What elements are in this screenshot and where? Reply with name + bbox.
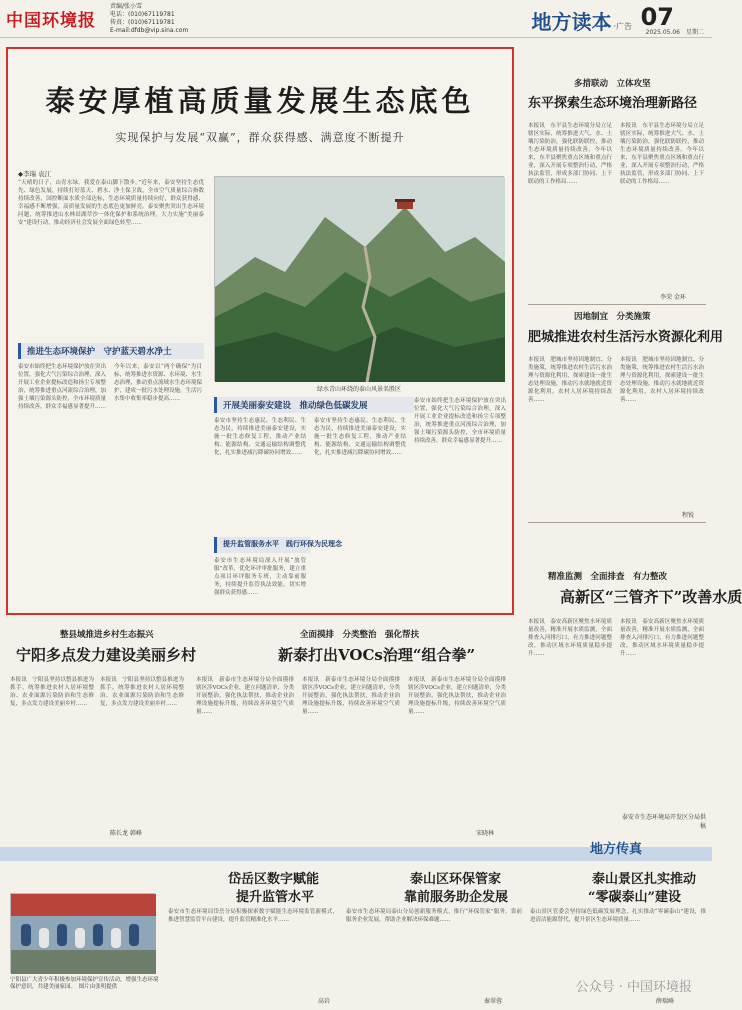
newspaper-logo: 中国环境报 [6,11,96,31]
main-byline: ◆李瑞 袁江 [18,170,52,178]
main-story-box [6,47,514,615]
column-3b-text: 泰安市坚持生态惠民、生态利民、生态为民，持续推进美丽泰安建设，实施一批生态修复工程，推动产业结构、能源结构、交通运输结构调整优化，扎实推进减污降碳协同增效…… [314,418,406,456]
column-2-text: 今年以来，泰安以“两个确保”为目标，统筹推进水资源、水环境、水生态治理，推动重点流域水生态环境保护，建成一批污水处理设施，生活污水集中收集率稳步提高…… [114,364,203,402]
editor-info [110,3,188,35]
photo-caption: 绿水青山环绕的泰山风景名胜区 [316,386,401,393]
page-number: 07 [640,3,674,31]
story-r2-headline: 肥城推进农村生活污水资源化利用 [528,330,724,345]
story-b1-headline: 宁阳多点发力建设美丽乡村 [16,646,197,664]
short-3-headline-2: “零碳泰山”建设 [588,890,681,905]
short-3-author: 薛瑞峰 [656,998,675,1005]
divider [528,522,706,523]
short-2-headline-1: 泰山区环保管家 [410,872,502,887]
email-line: E-mail:dfdb@vip.sina.com [110,27,189,34]
subhead-protection: 推进生态环境保护 守护蓝天碧水净土 [18,343,204,359]
story-r1-headline: 东平探索生态环境治理新路径 [528,96,698,111]
subhead-service: 提升监管服务水平 践行环保为民理念 [214,537,310,553]
short-1-headline-1: 岱岳区数字赋能 [228,872,320,887]
story-b1-author: 陈长龙 韩峰 [110,830,142,837]
story-b2-body-3: 本报讯 新泰市生态环境分局全面摸排辖区涉VOCs企业，建立问题清单，分类开展整治，强化执法帮扶，推动企业治理设施提标升级，持续改善环境空气质量…… [408,677,506,715]
story-r3-headline: 高新区“三管齐下”改善水质 [560,588,742,606]
section-suffix: ·广告 [613,22,632,31]
story-r3-author: 泰安市生态环境局开发区分局供稿 [621,814,706,830]
story-b2-kicker: 全面摸排 分类整治 强化帮扶 [300,630,420,640]
story-r1-body: 本报讯 东平县生态环境分局立足辖区实际，统筹推进大气、水、土壤污染防治，强化联防联控，推动生态环境质量持续改善。今年以来，东平县聚焦重点区域和重点行业，深入开展专项整治行动，严格执法监管，形成多部门协同、上下联动的工作格局…… [528,123,612,185]
story-r3-kicker: 精准监测 全面排查 有力整改 [548,572,668,582]
short-1-body: 泰安市生态环境局岱岳分局积极探索数字赋能生态环境监管新模式，推进智慧监管平台建设，提升监管精准化水平…… [168,909,338,923]
short-1-author: 高岩 [318,998,331,1005]
short-2-body: 泰安市生态环境局泰山分局创新服务模式，推行“环保管家”服务，靠前服务企业发展，帮助企业解决环保难题…… [346,909,522,923]
masthead [0,0,712,38]
story-b2-author: 宋晓林 [476,830,495,837]
short-1-headline-2: 提升监管水平 [236,890,315,905]
main-subheadline: 实现保护与发展“双赢”，群众获得感、满意度不断提升 [115,131,405,144]
mountain-illustration [215,177,505,382]
youth-photo-caption: 宁阳县广大青少年积极参加环境保护宣传活动，增强生态环境保护意识，共建美丽家园。 图片由张明提供 [10,977,159,990]
column-3c-text: 泰安市始终把生态环境保护放在突出位置，强化大气污染综合治理，深入开展工业企业提标改造和扬尘专项整治，统筹推进重点河流综合治理，加强土壤污染源头防控，全市环境质量持续改善，群众幸福感显著提升…… [414,398,506,444]
story-b1-body: 本报讯 宁阳县坚持以整县推进为抓手，统筹推进农村人居环境整治、农业面源污染防治和生态修复，多点发力建设美丽乡村…… [10,677,94,707]
story-b2-body-2: 本报讯 新泰市生态环境分局全面摸排辖区涉VOCs企业，建立问题清单，分类开展整治，强化执法帮扶，推动企业治理设施提标升级，持续改善环境空气质量…… [302,677,400,715]
section-title [531,6,632,35]
youth-activity-photo [10,893,155,973]
column-3-text: 泰安市坚持生态惠民、生态利民、生态为民，持续推进美丽泰安建设，实施一批生态修复工程，推动产业结构、能源结构、交通运输结构调整优化，扎实推进减污降碳协同增效…… [214,418,306,456]
story-r1-body-2: 本报讯 东平县生态环境分局立足辖区实际，统筹推进大气、水、土壤污染防治，强化联防联控，推动生态环境质量持续改善。今年以来，东平县聚焦重点区域和重点行业，深入开展专项整治行动，严格执法监管，形成多部门协同、上下联动的工作格局…… [620,123,704,185]
short-3-body: 泰山景区管委会坚持绿色低碳发展理念，扎实推动“零碳泰山”建设，推进清洁能源替代，提升景区生态环境质量…… [530,909,706,923]
story-r1-kicker: 多措联动 立体攻坚 [574,79,651,89]
story-b1-body-2: 本报讯 宁阳县坚持以整县推进为抓手，统筹推进农村人居环境整治、农业面源污染防治和生态修复，多点发力建设美丽乡村…… [100,677,184,707]
fax-line: 传真：(010)67119781 [110,19,175,26]
column-1-text: 泰安市始终把生态环境保护放在突出位置，强化大气污染综合治理，深入开展工业企业提标改造和扬尘专项整治，统筹推进重点河流综合治理，加强土壤污染源头防控，全市环境质量持续改善，群众幸福感显著提升…… [18,364,107,410]
story-r2-author: 程锐 [682,512,695,519]
divider [528,304,706,305]
mountain-photo [214,176,504,381]
story-r3-body: 本报讯 泰安高新区聚焦水环境质量改善，精准开展水质监测，全面排查入河排污口，有力推进问题整改，推动区域水环境质量稳步提升…… [528,619,612,657]
issue-date: 2025.05.06 星期二 [645,29,704,36]
main-headline: 泰安厚植高质量发展生态底色 [45,84,475,118]
story-r2-kicker: 因地制宜 分类施策 [574,312,651,322]
story-r2-body-2: 本报讯 肥城市坚持因地制宜、分类施策，统筹推进农村生活污水治理与资源化利用，探索建设一批生态处理设施，推动污水就地就近资源化利用，农村人居环境持续改善…… [620,357,704,403]
editor-line: 责编/张小雪 [110,3,143,10]
subhead-beautiful-taian: 开展美丽泰安建设 推动绿色低碳发展 [214,397,414,413]
story-r2-body: 本报讯 肥城市坚持因地制宜、分类施策，统筹推进农村生活污水治理与资源化利用，探索建设一批生态处理设施，推动污水就地就近资源化利用，农村人居环境持续改善…… [528,357,612,403]
main-lead-text: “天晴的日子，山青水绿，我爱在泰山脚下散步。”近年来，泰安坚持生态优先、绿色发展，持续打好蓝天、碧水、净土保卫战，全市空气质量综合指数持续改善，国控断面水质全部达标，生态环境质量持续向好，群众获得感、幸福感不断增强，高质量发展的生态底色更加鲜亮。泰安聚焦突出生态环境问题，统筹推进山水林田湖草沙一体化保护和系统治理，大力实施“美丽泰安”建设行动，推动经济社会发展全面绿色转型…… [18,180,204,226]
story-b1-kicker: 整县域推进乡村生态振兴 [60,630,154,640]
regional-band-title: 地方传真 [589,842,642,857]
story-b2-body: 本报讯 新泰市生态环境分局全面摸排辖区涉VOCs企业，建立问题清单，分类开展整治，强化执法帮扶，推动企业治理设施提标升级，持续改善环境空气质量…… [196,677,294,715]
activity-illustration [11,894,156,974]
short-2-author: 秦翠蓉 [484,998,503,1005]
section-name: 地方读本 [531,10,612,34]
phone-line: 电话：(010)67119781 [110,11,175,18]
story-r3-body-2: 本报讯 泰安高新区聚焦水环境质量改善，精准开展水质监测，全面排查入河排污口，有力推进问题整改，推动区域水环境质量稳步提升…… [620,619,704,657]
watermark-text: 公众号 · 中国环境报 [575,980,692,995]
story-b2-headline: 新泰打出VOCs治理“组合拳” [278,646,476,664]
short-3-headline-1: 泰山景区扎实推动 [592,872,697,887]
short-2-headline-2: 靠前服务助企发展 [404,890,509,905]
story-r1-author: 李荣 金环 [660,294,686,301]
column-4-text: 泰安市生态环境局深入开展“放管服”改革，优化环评审批服务，建立重点项目环评服务专班，主动靠前服务，持续提升监管执法效能，切实增强群众获得感…… [214,558,306,596]
